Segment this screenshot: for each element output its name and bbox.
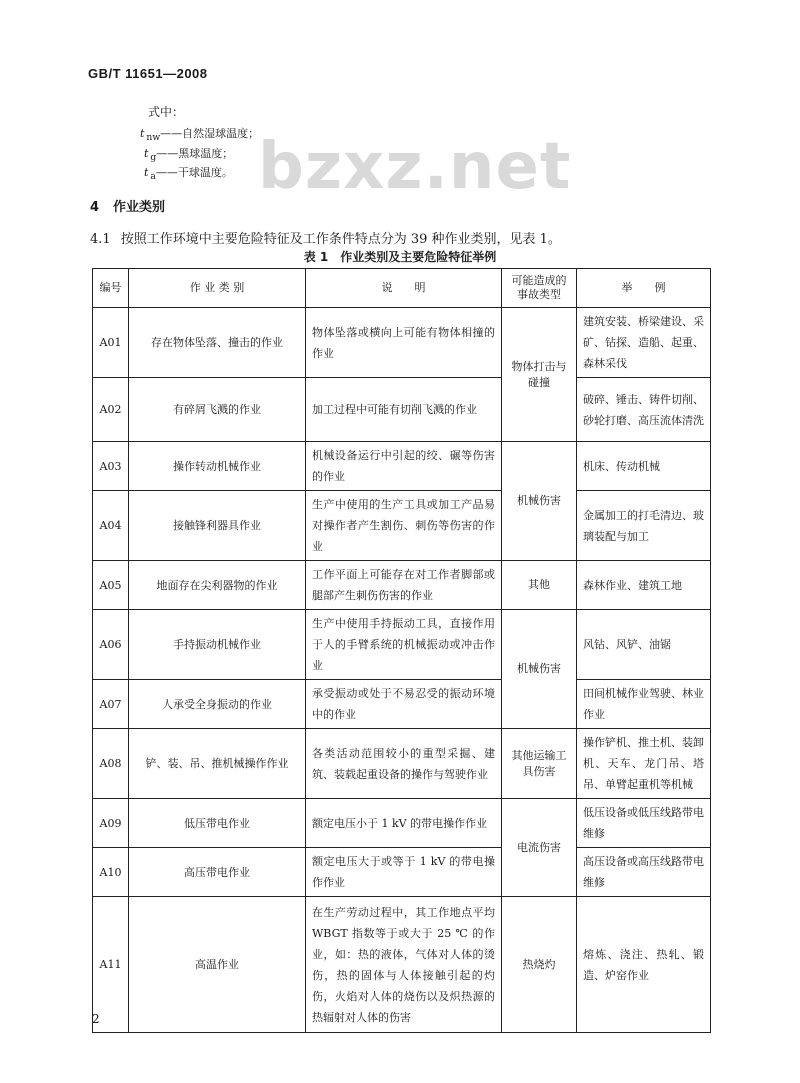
hazard-table [92,268,711,1033]
document-code: GB/T 11651—2008 [88,66,208,81]
variable-text: ——干球温度。 [155,166,233,179]
formula-where-label: 式中： [148,105,185,119]
variable-definition [144,145,233,163]
variable-text: ——自然湿球温度； [160,127,260,140]
header-desc: 说 明 [306,269,502,308]
row-desc: 生产中使用手持振动工具，直接作用于人的手臂系统的机械振动或冲击作业 [306,610,502,680]
row-accident: 机械伤害 [502,610,577,729]
table-row [93,848,711,897]
variable-subscript: nw [146,132,161,144]
row-example: 金属加工的打毛清边、玻璃装配与加工 [577,491,711,561]
row-example: 机床、传动机械 [577,442,711,491]
row-type: 存在物体坠落、撞击的作业 [129,308,306,378]
row-code: A05 [93,561,129,610]
row-accident: 其他 [502,561,577,610]
variable-subscript: g [150,152,157,164]
row-desc: 各类活动范围较小的重型采掘、建筑、装载起重设备的操作与驾驶作业 [306,729,502,799]
row-code: A04 [93,491,129,561]
row-desc: 物体坠落或横向上可能有物体相撞的作业 [306,308,502,378]
row-example: 操作铲机、推土机、装卸机、天车、龙门吊、塔吊、单臂起重机等机械 [577,729,711,799]
row-type: 有碎屑飞溅的作业 [129,378,306,442]
clause-text: 按照工作环境中主要危险特征及工作条件特点分为 39 种作业类别，见表 1。 [120,232,561,247]
row-type: 手持振动机械作业 [129,610,306,680]
row-desc: 额定电压小于 1 kV 的带电操作作业 [306,799,502,848]
variable-text: ——黑球温度； [156,147,234,160]
row-example: 森林作业、建筑工地 [577,561,711,610]
row-accident: 机械伤害 [502,442,577,561]
row-example: 熔炼、浇注、热轧、锻造、炉窑作业 [577,897,711,1033]
table-row [93,561,711,610]
row-type: 高温作业 [129,897,306,1033]
table-row [93,442,711,491]
table-row [93,308,711,378]
row-desc: 在生产劳动过程中，其工作地点平均 WBGT 指数等于或大于 25 ℃ 的作业，如：热的液体，气体对人体的烫伤，热的固体与人体接触引起的灼伤，火焰对人体的烧伤以及炽热源的热辐射对人体的伤害 [306,897,502,1033]
variable-definition [140,125,259,143]
table-row [93,491,711,561]
row-type: 低压带电作业 [129,799,306,848]
variable-subscript: a [150,171,156,183]
row-example: 建筑安装、桥梁建设、采矿、钻探、造船、起重、森林采伐 [577,308,711,378]
table-row [93,897,711,1033]
table-caption: 表 1 作业类别及主要危险特征举例 [303,250,497,264]
row-type: 人承受全身振动的作业 [129,680,306,729]
row-accident: 电流伤害 [502,799,577,897]
table-row [93,378,711,442]
page-number: 2 [92,1012,100,1026]
row-type: 高压带电作业 [129,848,306,897]
row-accident: 其他运输工具伤害 [502,729,577,799]
table-header-row [93,269,711,308]
row-code: A09 [93,799,129,848]
section-number: 4 [90,200,100,215]
row-example: 高压设备或高压线路带电维修 [577,848,711,897]
clause-paragraph [90,228,561,247]
row-example: 风钻、风铲、油锯 [577,610,711,680]
row-desc: 加工过程中可能有切削飞溅的作业 [306,378,502,442]
row-desc: 机械设备运行中引起的绞、碾等伤害的作业 [306,442,502,491]
row-code: A02 [93,378,129,442]
row-code: A10 [93,848,129,897]
header-code: 编号 [93,269,129,308]
row-desc: 承受振动或处于不易忍受的振动环境中的作业 [306,680,502,729]
row-example: 破碎、锤击、铸件切削、砂轮打磨、高压流体清洗 [577,378,711,442]
row-code: A03 [93,442,129,491]
row-type: 接触锋利器具作业 [129,491,306,561]
watermark: bzxz.net [258,130,572,204]
section-heading [90,196,165,215]
row-example: 低压设备或低压线路带电维修 [577,799,711,848]
header-accident: 可能造成的事故类型 [502,269,577,308]
row-example: 田间机械作业驾驶、林业作业 [577,680,711,729]
row-desc: 生产中使用的生产工具或加工产品易对操作者产生割伤、刺伤等伤害的作业 [306,491,502,561]
table-row [93,610,711,680]
row-code: A11 [93,897,129,1033]
variable-definition [144,164,233,182]
row-desc: 额定电压大于或等于 1 kV 的带电操作作业 [306,848,502,897]
row-code: A08 [93,729,129,799]
header-type: 作 业 类 别 [129,269,306,308]
row-accident: 热烧灼 [502,897,577,1033]
clause-number: 4.1 [90,232,111,247]
variable-symbol: t [144,147,149,160]
header-example: 举 例 [577,269,711,308]
row-desc: 工作平面上可能存在对工作者脚部或腿部产生刺伤伤害的作业 [306,561,502,610]
row-code: A06 [93,610,129,680]
row-type: 铲、装、吊、推机械操作作业 [129,729,306,799]
table-row [93,680,711,729]
row-accident: 物体打击与碰撞 [502,308,577,442]
row-type: 地面存在尖利器物的作业 [129,561,306,610]
row-type: 操作转动机械作业 [129,442,306,491]
section-title: 作业类别 [113,200,166,215]
variable-symbol: t [144,166,149,179]
row-code: A07 [93,680,129,729]
row-code: A01 [93,308,129,378]
table-row [93,729,711,799]
table-row [93,799,711,848]
variable-symbol: t [140,127,145,140]
